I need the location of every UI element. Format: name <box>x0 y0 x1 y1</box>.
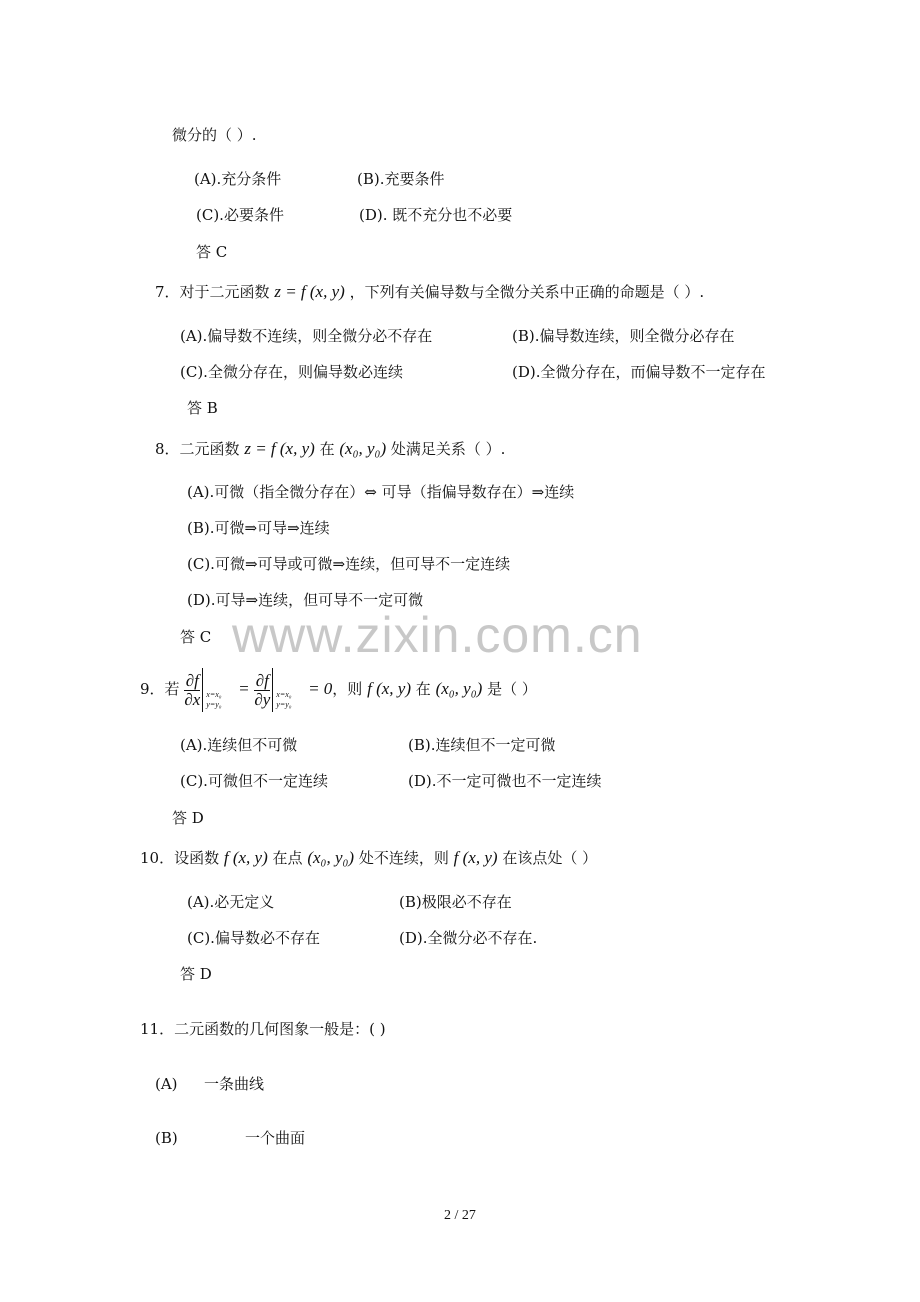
eval-bar-1: x=x₀ y=y₀ <box>202 668 233 712</box>
q7-answer: 答 B <box>187 399 218 417</box>
q9-zero: = 0 <box>308 679 333 698</box>
q9-rest: 是（ ） <box>487 680 537 698</box>
q8-option-d: (D).可导⇒连续，但可导不一定可微 <box>187 591 424 609</box>
q6-option-a: (A).充分条件 <box>194 170 282 188</box>
q11-option-a-text: 一条曲线 <box>204 1075 265 1093</box>
q7-option-c: (C).全微分存在，则偏导数必连续 <box>180 363 403 381</box>
q9-equals: = <box>238 679 250 698</box>
q10-function: f (x, y) <box>223 848 268 867</box>
watermark: www.zixin.com.cn <box>232 607 643 663</box>
q10-option-d: (D).全微分必不存在. <box>399 929 538 947</box>
q7-rest: ，下列有关偏导数与全微分关系中正确的命题是（ ）. <box>349 283 705 301</box>
q10-option-b: (B)极限必不存在 <box>399 893 512 911</box>
q11-option-b-text: 一个曲面 <box>245 1129 306 1147</box>
q8-option-b: (B).可微⇒可导⇒连续 <box>187 519 330 537</box>
q6-option-c: (C).必要条件 <box>196 206 284 224</box>
q10-function-2: f (x, y) <box>453 848 498 867</box>
q9-option-b: (B).连续但不一定可微 <box>408 736 556 754</box>
q10-rest: 在该点处（ ） <box>502 849 598 867</box>
q11-stem: 11．二元函数的几何图象一般是：( ) <box>140 1020 386 1038</box>
q10-mid2: 处不连续，则 <box>358 849 449 867</box>
q11-option-b-label: (B) <box>155 1129 178 1147</box>
q11-option-a-label: (A) <box>155 1075 178 1093</box>
q10-point: (x₀, y₀) <box>307 848 355 867</box>
q7-option-a: (A).偏导数不连续，则全微分必不存在 <box>180 327 433 345</box>
q7-stem <box>155 282 704 302</box>
q6-option-b: (B).充要条件 <box>357 170 445 188</box>
q8-option-a: (A).可微（指全微分存在）⇔ 可导（指偏导数存在）⇒连续 <box>187 483 575 501</box>
q9-function: f (x, y) <box>367 679 411 698</box>
page-number: 2 / 27 <box>444 1208 476 1223</box>
q9-answer: 答 D <box>172 809 204 827</box>
q8-function: z = f (x, y) <box>244 439 315 458</box>
q7-function: z = f (x, y) <box>274 282 345 301</box>
q6-tail: 微分的（ ）. <box>172 126 257 144</box>
q6-answer: 答 C <box>196 243 228 261</box>
q8-option-c: (C).可微⇒可导或可微⇒连续，但可导不一定连续 <box>187 555 511 573</box>
eval-bar-2: x=x₀ y=y₀ <box>272 668 303 712</box>
q9-option-a: (A).连续但不可微 <box>180 736 298 754</box>
q6-option-d: (D). 既不充分也不必要 <box>359 206 513 224</box>
q10-option-a: (A).必无定义 <box>187 893 275 911</box>
q9-point: (x₀, y₀) <box>435 679 483 698</box>
q10-stem <box>140 848 597 868</box>
q7-option-b: (B).偏导数连续，则全微分必存在 <box>512 327 735 345</box>
q7-number: 7．对于二元函数 <box>155 283 270 301</box>
q10-option-c: (C).偏导数必不存在 <box>187 929 320 947</box>
q10-number: 10．设函数 <box>140 849 220 867</box>
partial-fy: $\frac{\partial f}{\partial y}$ <box>254 670 271 709</box>
q8-answer: 答 C <box>180 628 212 646</box>
q8-stem <box>155 439 505 459</box>
q9-then: ，则 <box>332 680 363 698</box>
q8-point: (x₀, y₀) <box>339 439 387 458</box>
q8-rest: 处满足关系（ ）. <box>390 440 506 458</box>
q9-stem <box>140 666 537 712</box>
q8-mid: 在 <box>319 440 335 458</box>
q10-mid: 在点 <box>272 849 303 867</box>
q9-option-c: (C).可微但不一定连续 <box>180 772 328 790</box>
q10-answer: 答 D <box>180 965 212 983</box>
q9-number: 9．若 <box>140 680 180 698</box>
q7-option-d: (D).全微分存在，而偏导数不一定存在 <box>512 363 766 381</box>
partial-fx: $\frac{\partial f}{\partial x}$ <box>184 670 201 709</box>
q9-at: 在 <box>415 680 431 698</box>
q8-number: 8．二元函数 <box>155 440 240 458</box>
q9-option-d: (D).不一定可微也不一定连续 <box>408 772 602 790</box>
